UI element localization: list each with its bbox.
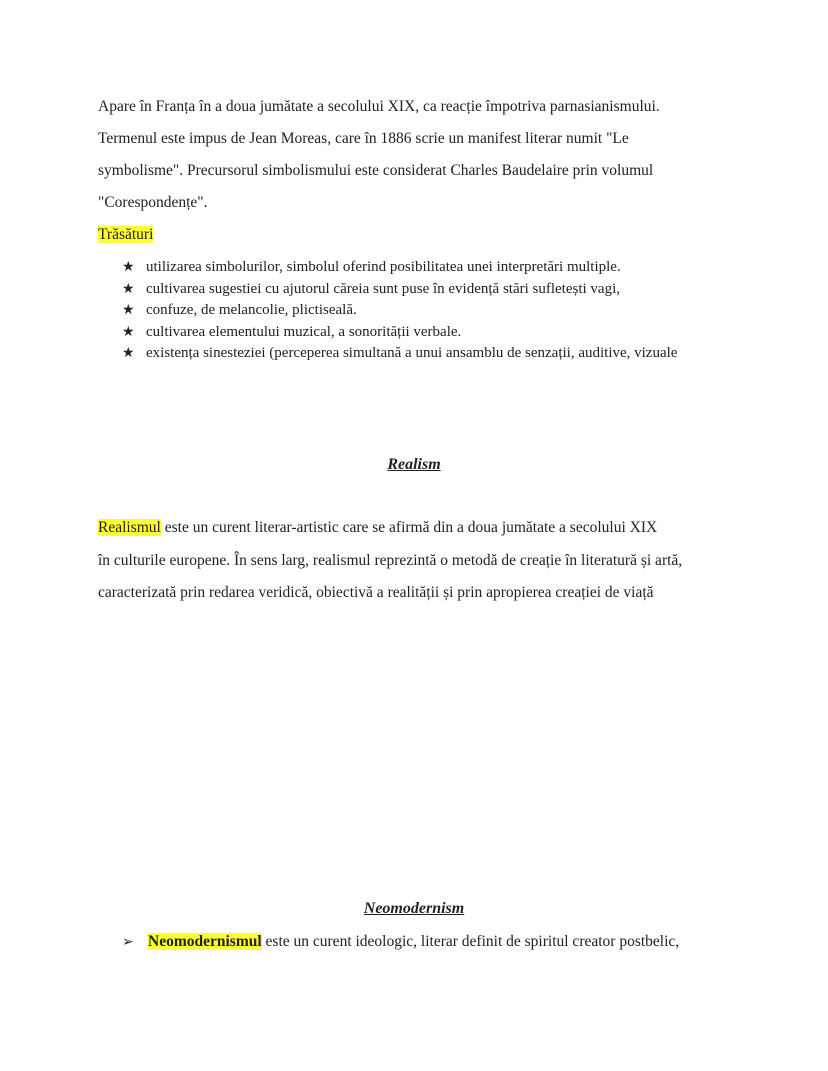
intro-line-4: "Corespondențe".	[98, 194, 208, 211]
arrow-bullet-icon: ➢	[122, 935, 134, 950]
neomodernism-line-1-rest: este un curent ideologic, literar definit de spiritul creator postbelic,	[261, 933, 680, 950]
realism-highlight: Realismul	[98, 519, 161, 536]
neomodernism-heading: Neomodernism	[363, 900, 465, 917]
neomodernism-line-1	[122, 932, 679, 953]
star-bullet-icon: ★	[122, 346, 135, 361]
features-label-line	[98, 225, 153, 245]
neomodernism-highlight: Neomodernismul	[148, 933, 262, 950]
realism-heading: Realism	[387, 456, 441, 473]
star-bullet-icon: ★	[122, 281, 135, 297]
star-bullet-icon: ★	[122, 260, 135, 275]
intro-line-3: symbolisme". Precursorul simbolismului este considerat Charles Baudelaire prin volumul	[98, 162, 654, 179]
list-item: ★ utilizarea simbolurilor, simbolul oferind posibilitatea unei interpretări multiple.	[122, 257, 677, 279]
realism-line-1	[98, 518, 657, 538]
list-item: ★ cultivarea elementului muzical, a sonorității verbale.	[122, 322, 677, 344]
intro-line-2: Termenul este impus de Jean Moreas, care în 1886 scrie un manifest literar numit "Le	[98, 130, 629, 147]
realism-line-3: caracterizată prin redarea veridică, obiectivă a realității și prin apropierea creației de viață	[98, 584, 654, 601]
features-list	[122, 257, 677, 365]
list-item: ★ cultivarea sugestiei cu ajutorul căreia sunt puse în evidență stări sufletești vagi,	[122, 279, 677, 301]
list-item: ★ confuze, de melancolie, plictiseală.	[122, 300, 677, 322]
star-bullet-icon: ★	[122, 303, 135, 318]
realism-line-1-rest: este un curent literar-artistic care se afirmă din a doua jumătate a secolului XIX	[160, 519, 658, 536]
realism-line-2: în culturile europene. În sens larg, realismul reprezintă o metodă de creație în literatură și artă,	[98, 552, 683, 569]
list-item: ★ existența sinesteziei (perceperea simultană a unui ansamblu de senzații, auditive, vizuale	[122, 343, 677, 365]
intro-line-1: Apare în Franța în a doua jumătate a secolului XIX, ca reacție împotriva parnasianismului.	[98, 98, 660, 115]
star-bullet-icon: ★	[122, 324, 135, 340]
features-label: Trăsături	[98, 226, 154, 243]
